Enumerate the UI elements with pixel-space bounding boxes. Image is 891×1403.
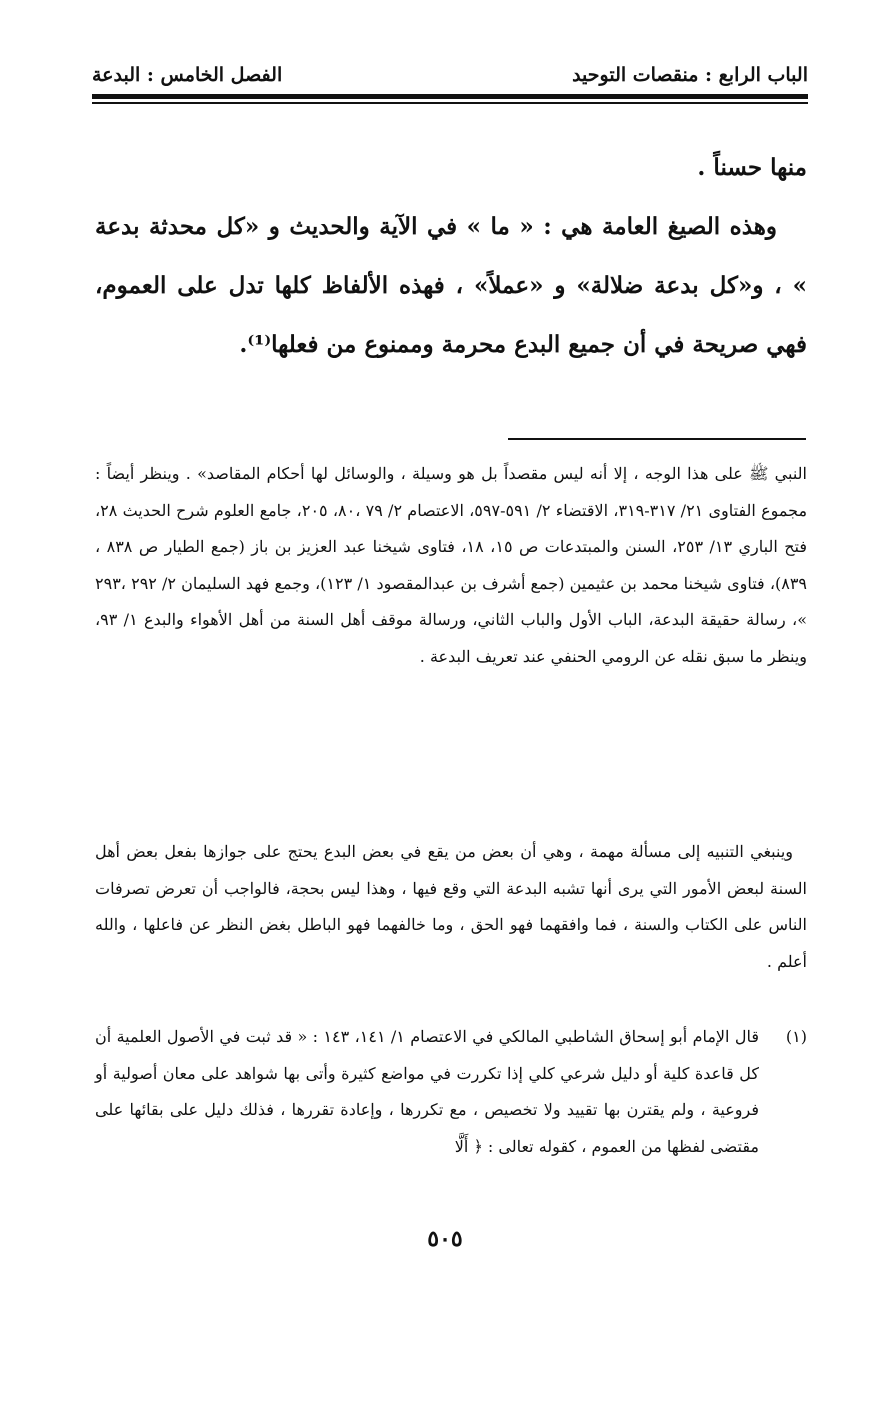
running-header <box>92 58 808 92</box>
body-paragraph-1: منها حسناً . <box>697 154 807 181</box>
header-rule-thick <box>92 94 808 99</box>
page-number: ٥٠٥ <box>427 1226 463 1252</box>
body-paragraph-2: وهذه الصيغ العامة هي : « ما » في الآية والحديث و «كل محدثة بدعة » ، و«كل بدعة ضلالة» و «عملاً» ، فهذه الألفاظ كلها تدل على العموم، فهي صريحة في أن جميع البدع محرمة وممنوع من فعلها⁽¹⁾. <box>95 213 807 358</box>
footnote-note: وينبغي التنبيه إلى مسألة مهمة ، وهي أن بعض من يقع في بعض البدع يحتج على جوازها بفعل بعض أهل السنة لبعض الأمور التي يرى أنها تشبه البدعة التي وقع فيها ، وهذا ليس بحجة، فالواجب أن تعرض تصرفات الناس على الكتاب والسنة ، فما وافقهما فهو الحق ، وما خالفهما فهو الباطل بغض النظر عن فاعلها ، والله أعلم . <box>95 842 808 971</box>
header-section-title: الفصل الخامس : البدعة <box>92 64 283 86</box>
footnote-separator <box>508 438 806 440</box>
footnote-continuation: النبي ﷺ على هذا الوجه ، إلا أنه ليس مقصداً بل هو وسيلة ، والوسائل لها أحكام المقاصد» . وينظر أيضاً : مجموع الفتاوى ٢١/ ٣١٧-٣١٩، الاقتضاء ٢/ ٥٩١-٥٩٧، الاعتصام ٢/ ٧٩ ،٨٠، ٢٠٥، جامع العلوم شرح الحديث ٢٨، فتح الباري ١٣/ ٢٥٣، السنن والمبتدعات ص ١٥، ١٨، فتاوى شيخنا عبد العزيز بن باز (جمع الطيار ص ٨٣٨ ، ٨٣٩)، فتاوى شيخنا محمد بن عثيمين (جمع أشرف بن عبدالمقصود ١/ ١٢٣)، وجمع فهد السليمان ٢/ ٢٩٢ ،٢٩٣ »، رسالة حقيقة البدعة، الباب الأول والباب الثاني، ورسالة موقف أهل السنة من أهل الأهواء والبدع ١/ ٩٣، وينظر ما سبق نقله عن الرومي الحنفي عند تعريف البدعة . <box>95 464 808 666</box>
footnote-1 <box>95 1019 807 1165</box>
footnote-1-number: (١) <box>785 1027 807 1046</box>
header-rule-thin <box>92 102 808 104</box>
header-chapter-title: الباب الرابع : منقصات التوحيد <box>572 64 808 86</box>
footnote-1-text: قال الإمام أبو إسحاق الشاطبي المالكي في الاعتصام ١/ ١٤١، ١٤٣ : « قد ثبت في الأصول العلمية أن كل قاعدة كلية أو دليل شرعي كلي إذا تكررت في مواضع كثيرة وأتى بها شواهد على معان أصولية أو فروعية ، ولم يقترن بها تقييد ولا تخصيص ، مع تكررها ، وإعادة تقررها ، فذلك دليل على بقائها على مقتضى لفظها من العموم ، كقوله تعالى : ﴿ أَلَّا <box>95 1027 760 1156</box>
